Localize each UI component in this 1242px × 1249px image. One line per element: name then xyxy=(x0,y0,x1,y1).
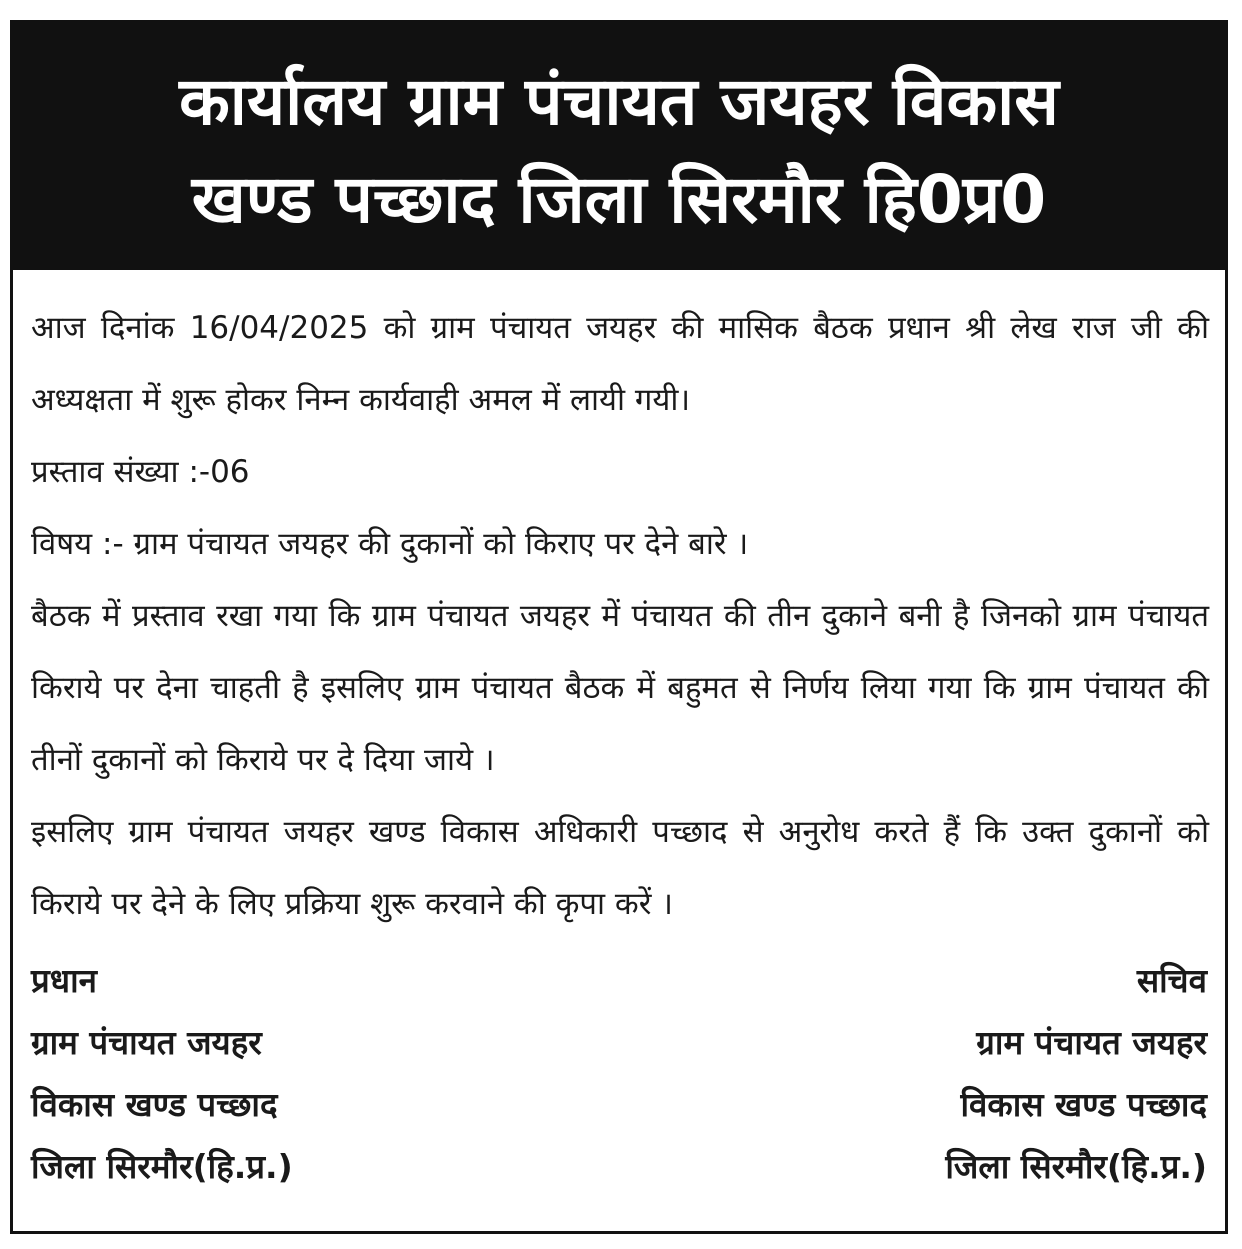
pradhan-signature-block xyxy=(31,950,293,1198)
header-title-line-2: खण्ड पच्छाद जिला सिरमौर हि0प्र0 xyxy=(191,161,1047,238)
public-notice xyxy=(10,20,1228,1234)
request-paragraph: इसलिए ग्राम पंचायत जयहर खण्ड विकास अधिकारी पच्छाद से अनुरोध करते हैं कि उक्त दुकानों को किराये पर देने के लिए प्रक्रिया शुरू करवाने की कृपा करें । xyxy=(31,814,1209,922)
sachiv-signature-block xyxy=(945,950,1209,1198)
pradhan-district: जिला सिरमौर(हि.प्र.) xyxy=(31,1147,293,1186)
resolution-paragraph: बैठक में प्रस्ताव रखा गया कि ग्राम पंचायत जयहर में पंचायत की तीन दुकाने बनी है जिनको ग्राम पंचायत किराये पर देना चाहती है इसलिए ग्राम पंचायत बैठक में बहुमत से निर्णय लिया गया कि ग्राम पंचायत की तीनों दुकानों को किराये पर दे दिया जाये । xyxy=(31,598,1209,778)
proposal-number: प्रस्ताव संख्या :-06 xyxy=(31,454,250,490)
header-title-line-1: कार्यालय ग्राम पंचायत जयहर विकास xyxy=(179,63,1059,140)
intro-paragraph: आज दिनांक 16/04/2025 को ग्राम पंचायत जयहर की मासिक बैठक प्रधान श्री लेख राज जी की अध्यक्षता में शुरू होकर निम्न कार्यवाही अमल में लायी गयी। xyxy=(31,310,1209,418)
pradhan-panchayat: ग्राम पंचायत जयहर xyxy=(31,1023,262,1062)
sachiv-title: सचिव xyxy=(1136,961,1207,1000)
pradhan-block: विकास खण्ड पच्छाद xyxy=(31,1085,278,1124)
signature-section xyxy=(31,950,1209,1198)
sachiv-district: जिला सिरमौर(हि.प्र.) xyxy=(945,1147,1207,1186)
subject-line: विषय :- ग्राम पंचायत जयहर की दुकानों को किराए पर देने बारे । xyxy=(31,526,749,562)
sachiv-block: विकास खण्ड पच्छाद xyxy=(960,1085,1207,1124)
notice-header xyxy=(13,23,1225,270)
notice-body xyxy=(13,270,1225,1198)
pradhan-title: प्रधान xyxy=(31,961,97,1000)
sachiv-panchayat: ग्राम पंचायत जयहर xyxy=(976,1023,1207,1062)
